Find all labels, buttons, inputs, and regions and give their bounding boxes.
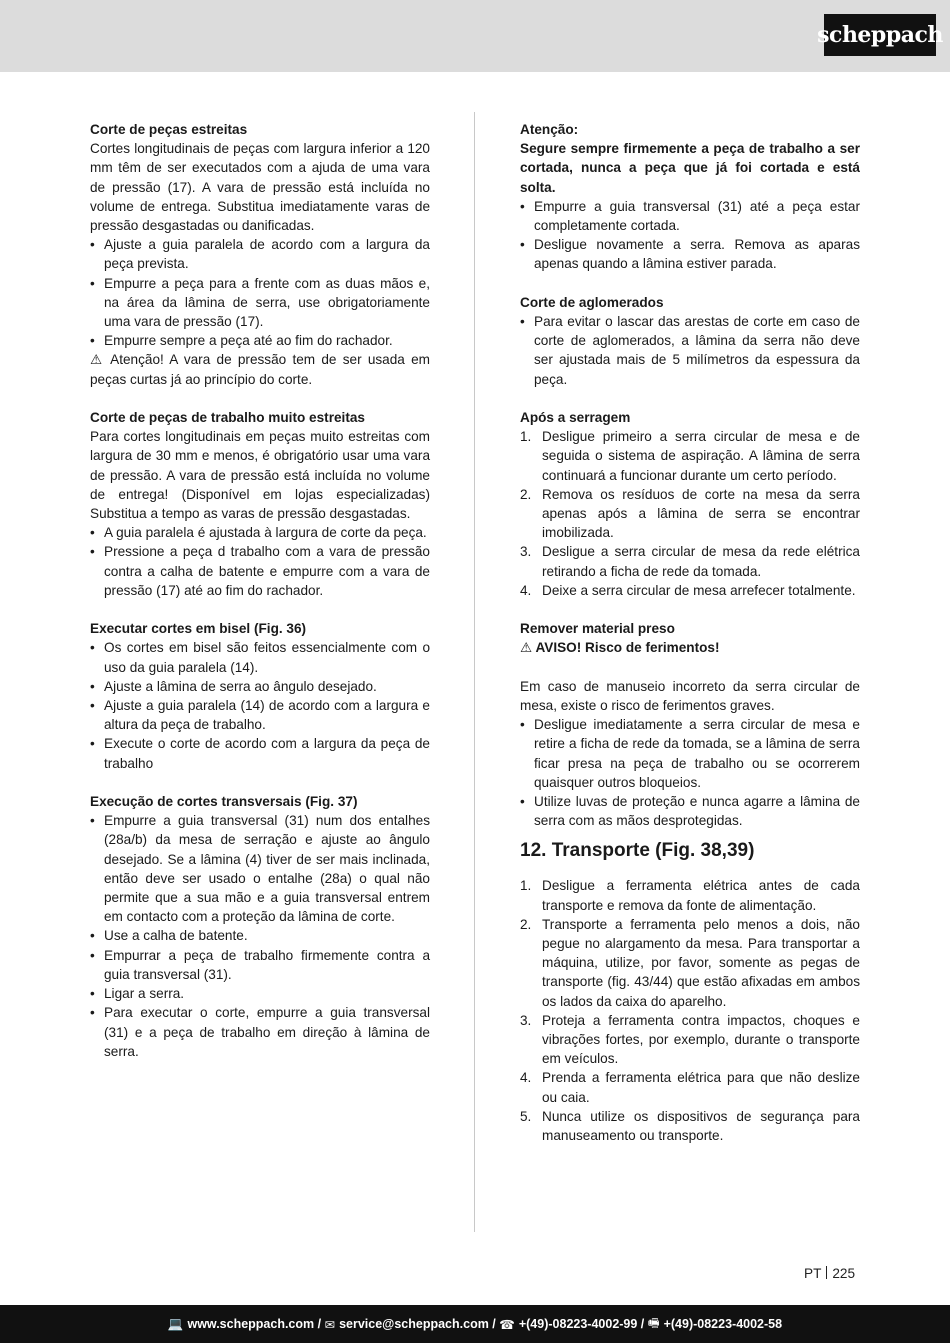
brand-logo: scheppach (824, 14, 936, 56)
list-item: • Ligar a serra. (90, 984, 430, 1003)
list-item: 2. Transporte a ferramenta pelo menos a dois, não pegue no alargamento da mesa. Para transportar a máquina, utilize, por favor, somente as pegas de transporte (fig. 43/44) que estão afixadas em ambos os lados da caixa do aparelho. (520, 916, 860, 1009)
left-column (90, 120, 430, 1061)
list-item: 3. Desligue a serra circular de mesa da rede elétrica retirando a ficha de rede da tomada. (520, 544, 860, 579)
list-item: • A guia paralela é ajustada à largura de corte da peça. (90, 523, 430, 542)
list-item: • Ajuste a guia paralela de acordo com a largura da peça prevista. (90, 235, 430, 273)
list-item: • Para executar o corte, empurre a guia transversal (31) e a peça de trabalho em direção à lâmina de serra. (90, 1003, 430, 1061)
list-item: • Execute o corte de acordo com a largura da peça de trabalho (90, 734, 430, 772)
section-heading: Execução de cortes transversais (Fig. 37) (90, 794, 358, 810)
language-code: PT (804, 1266, 822, 1281)
list-item: • Empurrar a peça de trabalho firmemente contra a guia transversal (31). (90, 946, 430, 984)
phone-number: +(49)-08223-4002-99 / (518, 1317, 645, 1331)
section-heading: Corte de peças de trabalho muito estreitas (90, 410, 365, 426)
fax-icon: 🖷 (647, 1315, 660, 1330)
list-item: • Use a calha de batente. (90, 926, 430, 945)
list-item: 5. Nunca utilize os dispositivos de segurança para manuseamento ou transporte. (520, 1108, 860, 1144)
paragraph: Para cortes longitudinais em peças muito estreitas com largura de 30 mm e menos, é obrigatório usar uma vara de pressão. A vara de pressão está incluída no volume de entrega! (Disponível em lojas especializadas) Substitua a tempo as varas de pressão desgastadas. (90, 429, 430, 522)
paragraph: Cortes longitudinais de peças com largura inferior a 120 mm têm de ser executados com a ajuda de uma vara de pressão (17). A vara de pressão está incluída no volume de entrega. Substitua imediatamente varas de pressão desgastadas ou danificadas. (90, 141, 430, 234)
list-item: • Ajuste a lâmina de serra ao ângulo desejado. (90, 677, 430, 696)
email-link[interactable]: service@scheppach.com / (339, 1317, 496, 1331)
list-item: • Utilize luvas de proteção e nunca agarre a lâmina de serra com as mãos desprotegidas. (520, 792, 860, 830)
column-divider (474, 112, 475, 1232)
email-icon: ✉ (324, 1317, 336, 1332)
computer-icon: 💻 (167, 1316, 184, 1331)
section-heading: Corte de aglomerados (520, 294, 664, 310)
contact-footer (0, 1305, 950, 1343)
numbered-list (520, 876, 860, 1145)
section-heading: Remover material preso (520, 621, 675, 637)
paragraph: Em caso de manuseio incorreto da serra circular de mesa, existe o risco de ferimentos graves. (520, 678, 860, 714)
list-item: • Empurre a guia transversal (31) até a peça estar completamente cortada. (520, 197, 860, 235)
list-item: • Desligue novamente a serra. Remova as aparas apenas quando a lâmina estiver parada. (520, 235, 860, 273)
list-item: 2. Remova os resíduos de corte na mesa da serra apenas após a lâmina de serra se encontrar imobilizada. (520, 486, 860, 541)
header-band (0, 0, 950, 72)
bullet-list (520, 312, 860, 389)
list-item: • Desligue imediatamente a serra circular de mesa e retire a ficha de rede da tomada, se a lâmina de serra ficar presa na peça de trabalho ou se ocorrerem quaisquer outros bloqueios. (520, 715, 860, 792)
list-item: • Empurre a guia transversal (31) num dos entalhes (28a/b) da mesa de serração e ajuste ao ângulo desejado. Se a lâmina (4) tiver de ser mais inclinada, então deve ser usado o entalhe (28a) o qual não permite que a sua mão e a guia transversal entrem em contacto com a proteção da lâmina de corte. (90, 811, 430, 926)
page-number (804, 1266, 855, 1281)
bullet-list (520, 715, 860, 830)
numbered-list (520, 427, 860, 600)
list-item: 4. Deixe a serra circular de mesa arrefecer totalmente. (520, 582, 856, 598)
bullet-list (90, 235, 430, 350)
list-item: 1. Desligue a ferramenta elétrica antes de cada transporte e remova da fonte de alimentação. (520, 878, 860, 913)
warning-heading: ⚠ AVISO! Risco de ferimentos! (520, 640, 720, 656)
page-value: 225 (832, 1266, 856, 1281)
list-item: 3. Proteja a ferramenta contra impactos, choques e vibrações fortes, por exemplo, durante o transporte em veículos. (520, 1012, 860, 1067)
list-item: 1. Desligue primeiro a serra circular de mesa e de seguida o sistema de aspiração. A lâmina de serra continuará a funcionar durante um certo período. (520, 429, 860, 483)
list-item: 4. Prenda a ferramenta elétrica para que não deslize ou caia. (520, 1070, 860, 1105)
section-heading: Executar cortes em bisel (Fig. 36) (90, 621, 307, 637)
phone-icon: ☎ (499, 1317, 515, 1332)
list-item: • Os cortes em bisel são feitos essencialmente com o uso da guia paralela (14). (90, 638, 430, 676)
warning-note: ⚠ Atenção! A vara de pressão tem de ser usada em peças curtas já ao princípio do corte. (90, 352, 430, 387)
bullet-list (520, 197, 860, 274)
fax-number: +(49)-08223-4002-58 (663, 1317, 783, 1331)
list-item: • Pressione a peça d trabalho com a vara de pressão contra a calha de batente e empurre com a vara de pressão (17) até ao fim do rachador. (90, 542, 430, 600)
bullet-list (90, 638, 430, 772)
list-item: • Ajuste a guia paralela (14) de acordo com a largura e altura da peça de trabalho. (90, 696, 430, 734)
section-title-transport: 12. Transporte (Fig. 38,39) (520, 840, 755, 862)
bold-paragraph: Segure sempre firmemente a peça de trabalho a ser cortada, nunca a peça que já foi cortada e está solta. (520, 141, 860, 195)
section-heading: Após a serragem (520, 410, 631, 426)
section-heading: Atenção: (520, 122, 579, 137)
right-column (520, 120, 860, 1145)
bullet-list (90, 811, 430, 1061)
bullet-list (90, 523, 430, 600)
list-item: • Empurre sempre a peça até ao fim do rachador. (90, 331, 430, 350)
website-link[interactable]: www.scheppach.com / (187, 1317, 322, 1331)
list-item: • Para evitar o lascar das arestas de corte em caso de corte de aglomerados, a lâmina da serra não deve ser ajustada mais de 5 milímetros da espessura da peça. (520, 312, 860, 389)
list-item: • Empurre a peça para a frente com as duas mãos e, na área da lâmina de serra, use obrigatoriamente uma vara de pressão (17). (90, 274, 430, 332)
section-heading: Corte de peças estreitas (90, 122, 248, 137)
